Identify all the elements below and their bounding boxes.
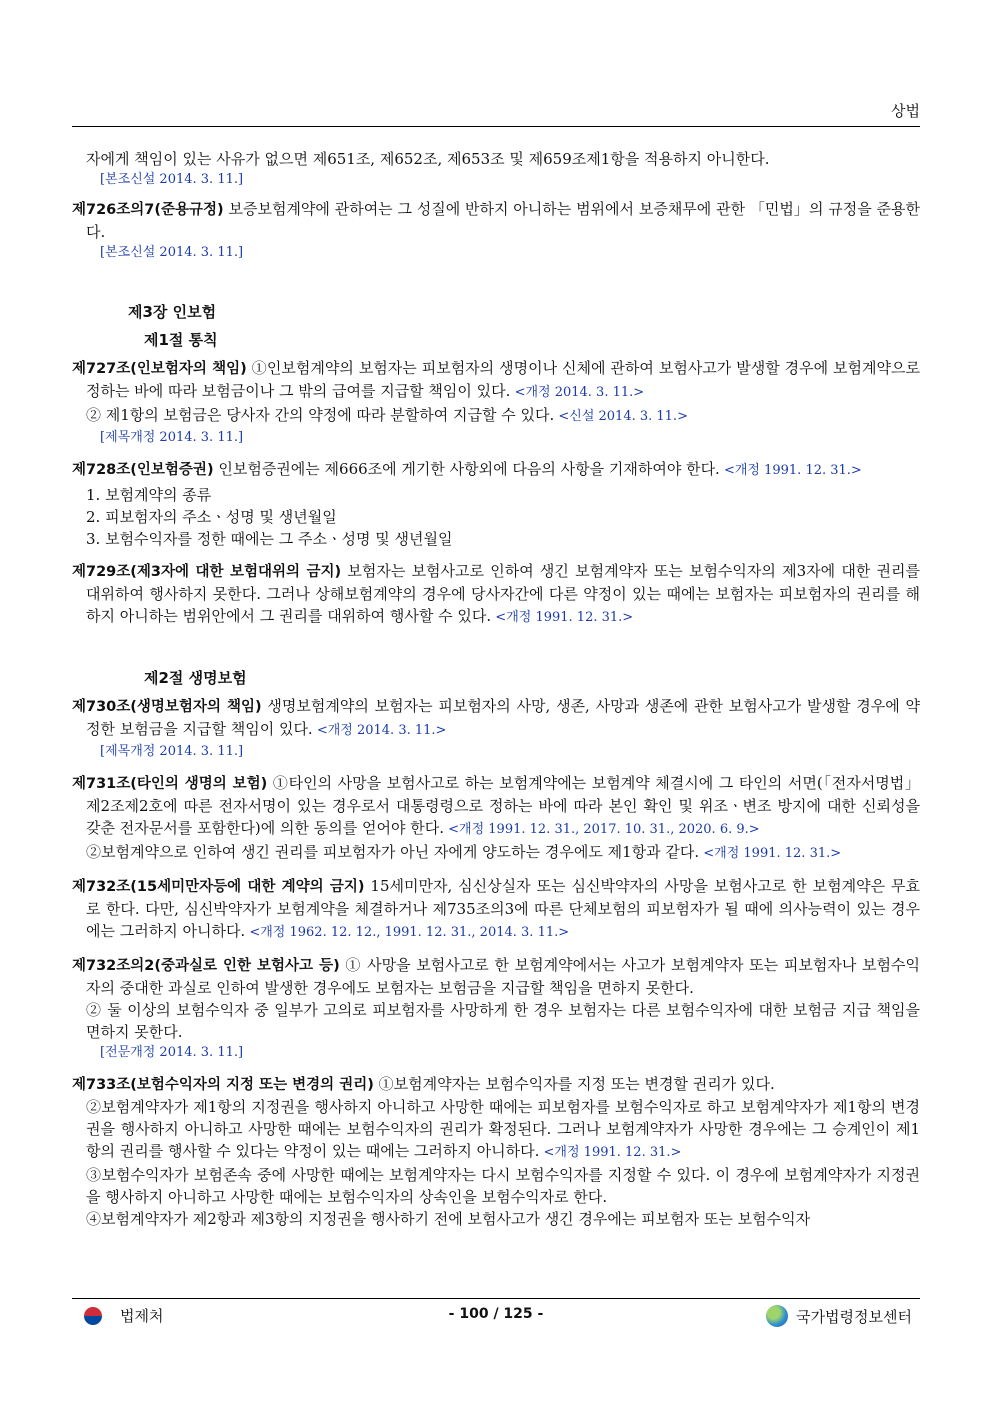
amendment-note: <개정 2014. 3. 11.> — [312, 723, 447, 738]
document-page — [72, 0, 920, 1403]
running-header: 상법 — [891, 102, 920, 120]
history-note: [전문개정 2014. 3. 11.] — [100, 1045, 244, 1060]
list-item: 1. 보험계약의 종류 — [86, 486, 212, 504]
history-note: [제목개정 2014. 3. 11.] — [100, 430, 244, 445]
article-title: 제730조(생명보험자의 책임) — [72, 699, 262, 715]
header-rule — [72, 126, 920, 127]
amendment-note: <개정 1962. 12. 12., 1991. 12. 31., 2014. 3. 11.> — [245, 925, 570, 940]
article-729: 제729조(제3자에 대한 보험대위의 금지) 보험자는 보험사고로 인하여 생긴 보험계약자 또는 보험수익자의 제3자에 대한 권리를 대위하여 행사하지 못한다. 그러나 상해보험계약의 경우에 당사자간에 다른 약정이 있는 때에는 보험자는 피보험자의 권리를 해하지 아니하는 범위안에서 그 권리를 대위하여 행사할 수 있다. <개정 1991. 12. 31.> — [72, 562, 920, 625]
footer-agency: 법제처 — [120, 1307, 164, 1325]
article-731: 제731조(타인의 생명의 보험) ①타인의 사망을 보험사고로 하는 보험계약에는 보험계약 체결시에 그 타인의 서면(「전자서명법」 제2조제2호에 따른 전자서명이 있는 경우로서 대통령령으로 정하는 바에 따라 본인 확인 및 위조ㆍ변조 방지에 대한 신뢰성을 갖춘 전자문서를 포함한다)에 의한 동의를 얻어야 한다. <개정 1991. 12. 31., 2017. 10. 31., 2020. 6. 9.> ②보험계약으로 인하여 생긴 권리를 피보험자가 아닌 자에게 양도하는 경우에도 제1항과 같다. <개정 1991. 12. 31.> — [72, 774, 920, 861]
amendment-note: <개정 1991. 12. 31.> — [491, 610, 634, 625]
article-title: 제731조(타인의 생명의 보험) — [72, 776, 268, 792]
article-title: 제732조(15세미만자등에 대한 계약의 금지) — [72, 879, 365, 895]
amendment-note: <개정 1991. 12. 31., 2017. 10. 31., 2020. 6. 9.> — [444, 822, 760, 837]
article-726-7: 제726조의7(준용규정) 보증보험계약에 관하여는 그 성질에 반하지 아니하는 범위에서 보증채무에 관한 「민법」의 규정을 준용한다. [본조신설 2014. 3. 11.] — [72, 198, 920, 263]
article-title: 제729조(제3자에 대한 보험대위의 금지) — [72, 564, 342, 580]
page-number: - 100 / 125 - — [448, 1306, 544, 1322]
history-note: [본조신설 2014. 3. 11.] — [100, 245, 244, 260]
article-title: 제726조의7(준용규정) — [72, 202, 224, 218]
amendment-note: <개정 1991. 12. 31.> — [539, 1145, 682, 1160]
article-title: 제727조(인보험자의 책임) — [72, 361, 247, 377]
list-item: 2. 피보험자의 주소ㆍ성명 및 생년월일 — [86, 508, 337, 526]
article-732: 제732조(15세미만자등에 대한 계약의 금지) 15세미만자, 심신상실자 또는 심신박약자의 사망을 보험사고로 한 보험계약은 무효로 한다. 다만, 심신박약자가 보험계약을 체결하거나 제735조의3에 따른 단체보험의 피보험자가 될 때에 의사능력이 있는 경우에는 그러하지 아니하다. <개정 1962. 12. 12., 1991. 12. 31., 2014. 3. 11.> — [72, 877, 920, 940]
article-727: 제727조(인보험자의 책임) ①인보험계약의 보험자는 피보험자의 생명이나 신체에 관하여 보험사고가 발생할 경우에 보험계약으로 정하는 바에 따라 보험금이나 그 밖의 급여를 지급할 책임이 있다. <개정 2014. 3. 11.> ② 제1항의 보험금은 당사자 간의 약정에 따라 분할하여 지급할 수 있다. <신설 2014. 3. 11.> [제목개정 2014. 3. 11.] — [72, 357, 920, 448]
article-728: 제728조(인보험증권) 인보험증권에는 제666조에 게기한 사항외에 다음의 사항을 기재하여야 한다. <개정 1991. 12. 31.> — [72, 460, 862, 478]
article-title: 제728조(인보험증권) — [72, 462, 214, 478]
globe-logo-icon — [766, 1305, 788, 1327]
amendment-note: <개정 1991. 12. 31.> — [699, 846, 842, 861]
chapter-heading: 제3장 인보험 — [128, 303, 217, 321]
page-footer — [72, 1305, 920, 1329]
history-note: [본조신설 2014. 3. 11.] — [100, 172, 244, 187]
footer-right — [766, 1305, 912, 1327]
article-title: 제733조(보험수익자의 지정 또는 변경의 권리) — [72, 1077, 374, 1093]
article-title: 제732조의2(중과실로 인한 보험사고 등) — [72, 958, 340, 974]
amendment-note: <신설 2014. 3. 11.> — [554, 409, 688, 424]
continued-paragraph: 자에게 책임이 있는 사유가 없으면 제651조, 제652조, 제653조 및 제659조제1항을 적용하지 아니한다. [본조신설 2014. 3. 11.] — [72, 148, 920, 190]
amendment-note: <개정 2014. 3. 11.> — [510, 385, 645, 400]
article-732-2: 제732조의2(중과실로 인한 보험사고 등) ① 사망을 보험사고로 한 보험계약에서는 사고가 보험계약자 또는 피보험자나 보험수익자의 중대한 과실로 인하여 발생한 경우에도 보험자는 보험금을 지급할 책임을 면하지 못한다. ② 둘 이상의 보험수익자 중 일부가 고의로 피보험자를 사망하게 한 경우 보험자는 다른 보험수익자에 대한 보험금 지급 책임을 면하지 못한다. [전문개정 2014. 3. 11.] — [72, 954, 920, 1063]
list-item: 3. 보험수익자를 정한 때에는 그 주소ㆍ성명 및 생년월일 — [86, 530, 453, 548]
document-body — [72, 148, 920, 1240]
section-heading: 제1절 통칙 — [144, 331, 218, 349]
article-733: 제733조(보험수익자의 지정 또는 변경의 권리) ①보험계약자는 보험수익자를 지정 또는 변경할 권리가 있다. ②보험계약자가 제1항의 지정권을 행사하지 아니하고 사망한 때에는 피보험자를 보험수익자로 하고 보험계약자가 제1항의 변경권을 행사하지 아니하고 사망한 때에는 보험수익자의 권리가 확정된다. 그러나 보험계약자가 사망한 경우에는 그 승계인이 제1항의 권리를 행사할 수 있다는 약정이 있는 때에는 그러하지 아니하다. <개정 1991. 12. 31.> ③보험수익자가 보험존속 중에 사망한 때에는 보험계약자는 다시 보험수익자를 지정할 수 있다. 이 경우에 보험계약자가 지정권을 행사하지 아니하고 사망한 때에는 보험수익자의 상속인을 보험수익자로 한다. ④보험계약자가 제2항과 제3항의 지정권을 행사하기 전에 보험사고가 생긴 경우에는 피보험자 또는 보험수익자 — [72, 1075, 920, 1228]
article-730: 제730조(생명보험자의 책임) 생명보험계약의 보험자는 피보험자의 사망, 생존, 사망과 생존에 관한 보험사고가 발생할 경우에 약정한 보험금을 지급할 책임이 있다. <개정 2014. 3. 11.> [제목개정 2014. 3. 11.] — [72, 695, 920, 762]
section-heading: 제2절 생명보험 — [144, 669, 247, 687]
amendment-note: <개정 1991. 12. 31.> — [719, 463, 862, 478]
history-note: [제목개정 2014. 3. 11.] — [100, 744, 244, 759]
footer-rule — [72, 1298, 920, 1299]
footer-center-name: 국가법령정보센터 — [796, 1307, 912, 1326]
